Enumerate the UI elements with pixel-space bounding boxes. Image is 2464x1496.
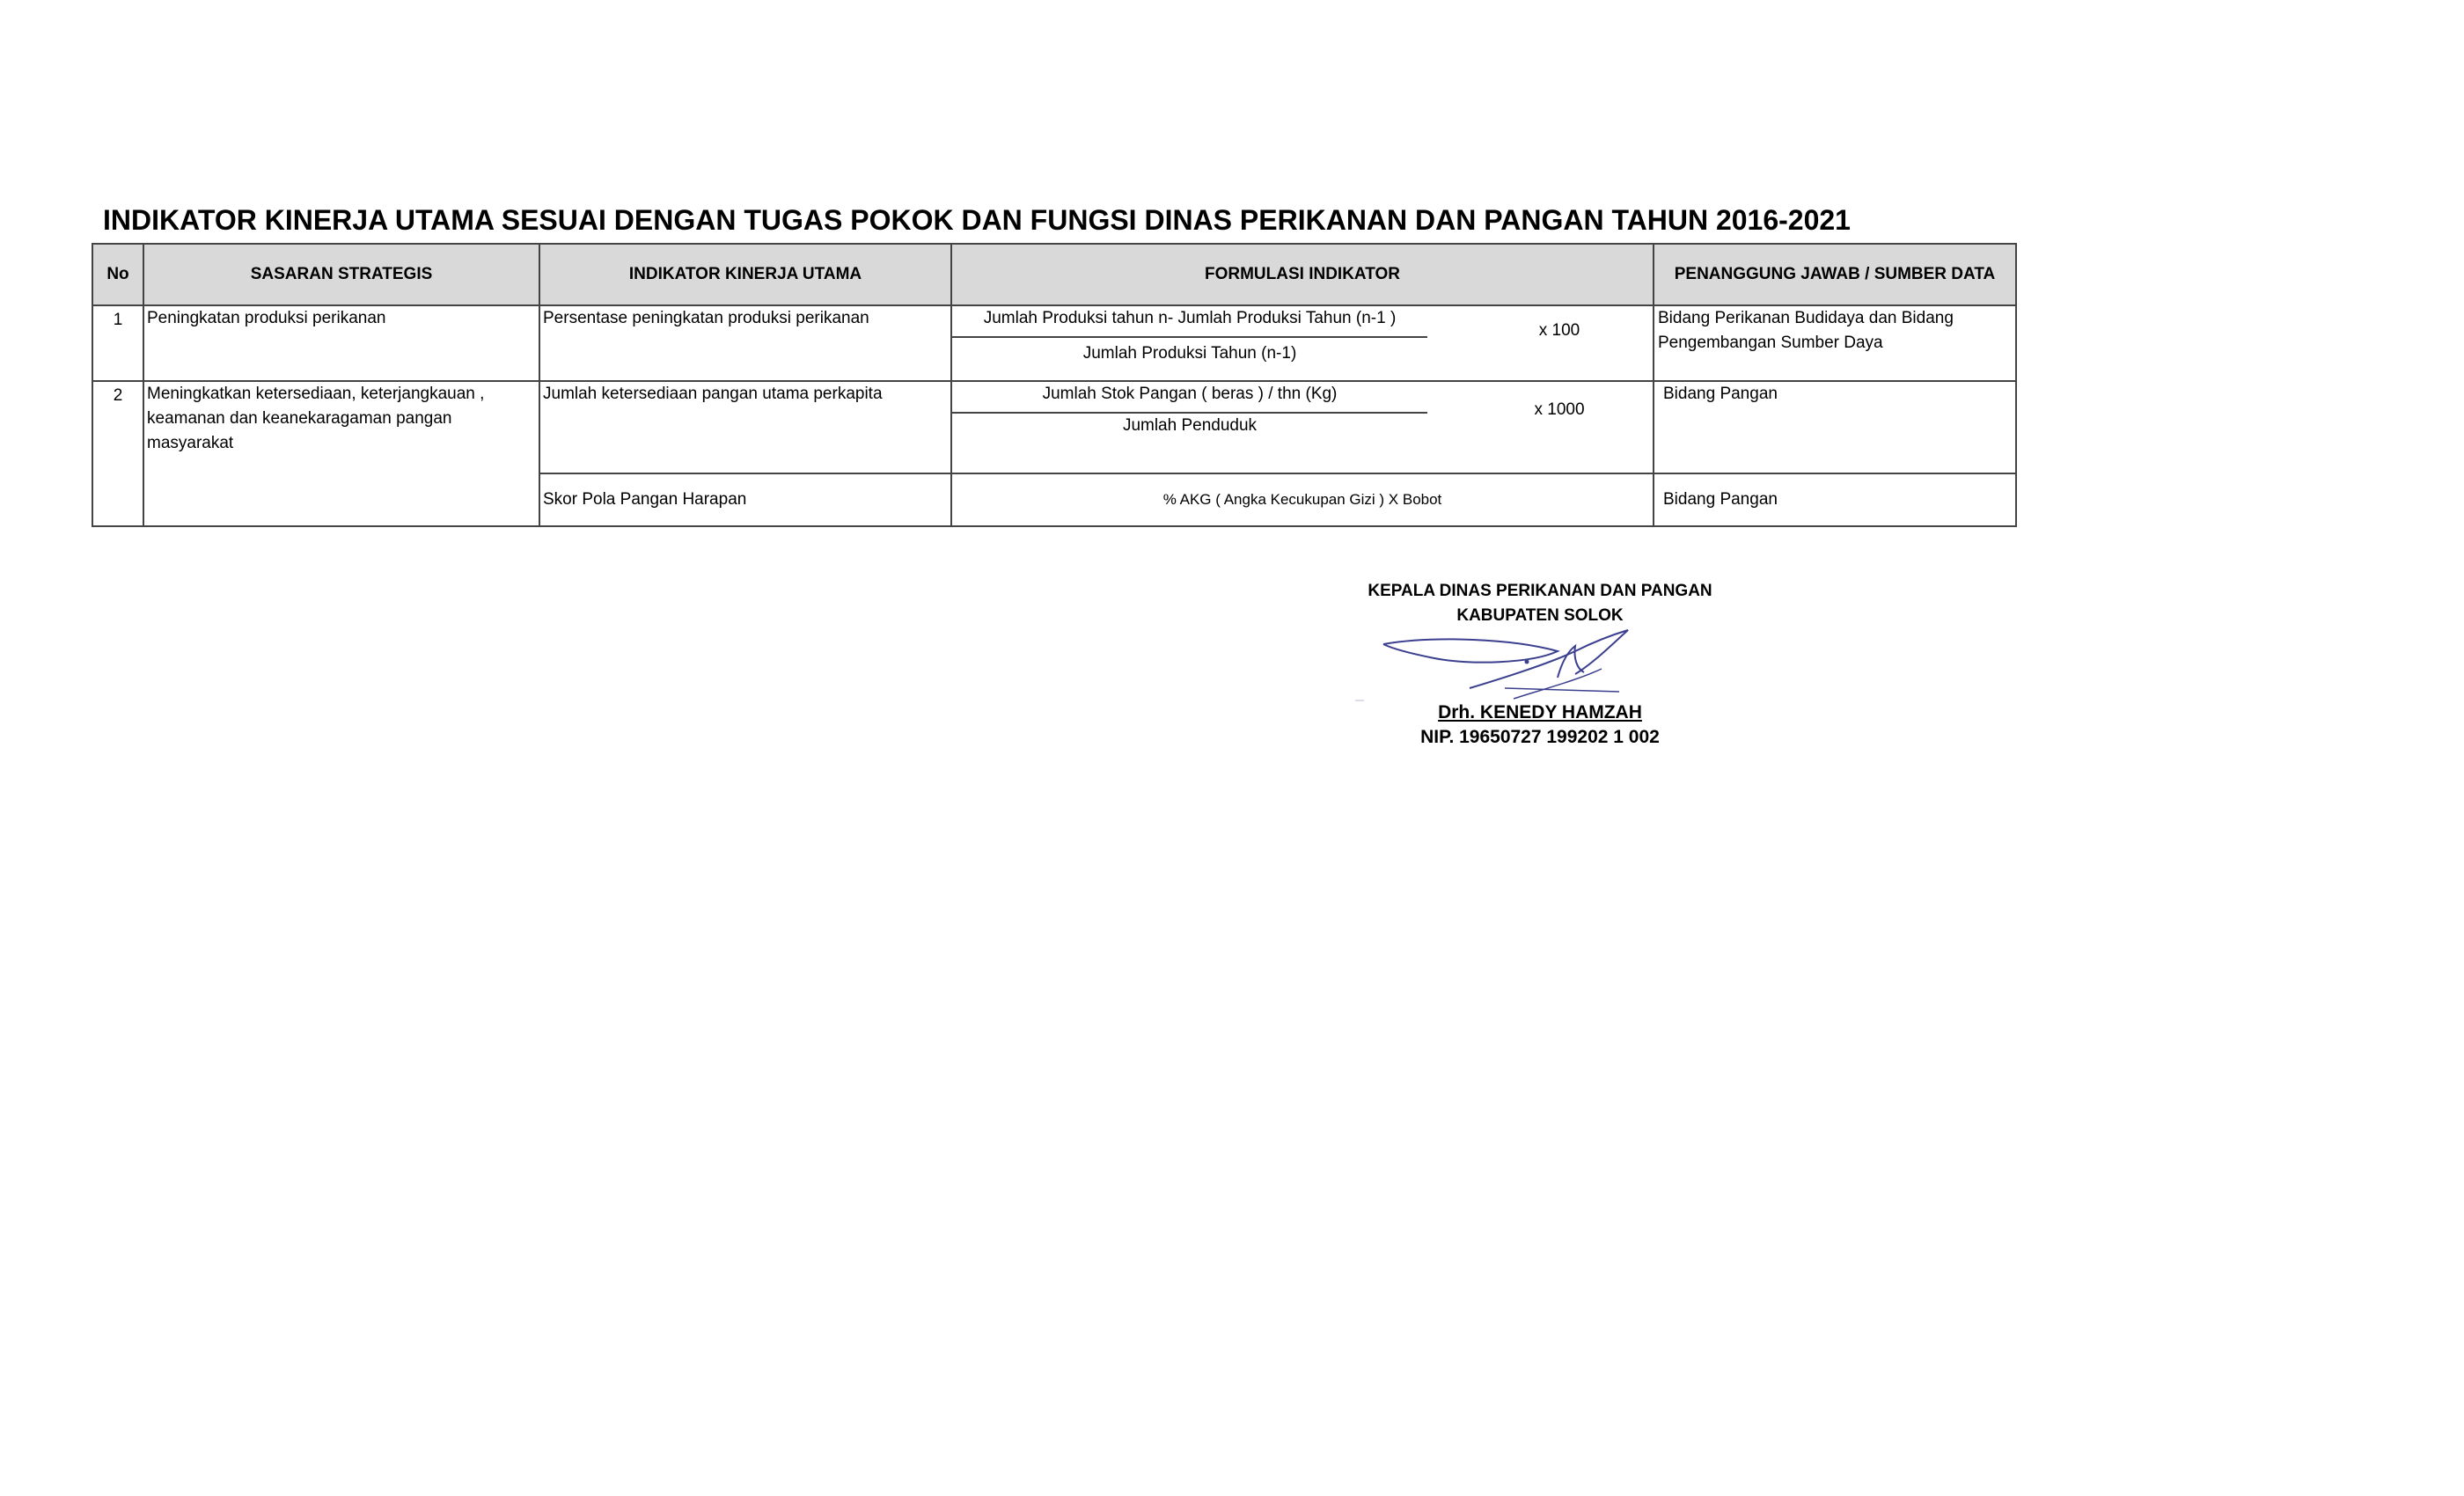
penanggung-jawab-cell: Bidang Pangan (1654, 381, 2016, 473)
header-sasaran-strategis: SASARAN STRATEGIS (143, 244, 539, 305)
formula-numerator: Jumlah Stok Pangan ( beras ) / thn (Kg) (952, 382, 1427, 414)
header-penanggung-jawab: PENANGGUNG JAWAB / SUMBER DATA (1654, 244, 2016, 305)
row-number: 2 (92, 381, 143, 526)
table-row (92, 305, 2016, 381)
handwritten-signature (1338, 620, 1654, 704)
header-indikator-kinerja-utama: INDIKATOR KINERJA UTAMA (539, 244, 951, 305)
indikator-cell: Jumlah ketersediaan pangan utama perkapita (539, 381, 951, 473)
formula-numerator: Jumlah Produksi tahun n- Jumlah Produksi Tahun (n-1 ) (952, 306, 1427, 338)
formula-fraction (952, 306, 1427, 366)
formula-multiplier: x 100 (1538, 321, 1580, 340)
sasaran-strategis-cell: Peningkatan produksi perikanan (143, 305, 539, 381)
document-title: INDIKATOR KINERJA UTAMA SESUAI DENGAN TUGAS POKOK DAN FUNGSI DINAS PERIKANAN DAN PANGAN TAHUN 2016-2021 (103, 204, 1851, 236)
penanggung-jawab-cell: Bidang Pangan (1654, 473, 2016, 526)
penanggung-jawab-cell: Bidang Perikanan Budidaya dan Bidang Pengembangan Sumber Daya (1654, 305, 2016, 381)
indikator-cell: Skor Pola Pangan Harapan (539, 473, 951, 526)
signatory-region: KABUPATEN SOLOK (1456, 606, 1624, 625)
indikator-cell: Persentase peningkatan produksi perikanan (539, 305, 951, 381)
iku-table (92, 243, 2017, 527)
header-formulasi-indikator: FORMULASI INDIKATOR (951, 244, 1654, 305)
formula-denominator: Jumlah Produksi Tahun (n-1) (1082, 344, 1297, 363)
sasaran-strategis-cell: Meningkatkan ketersediaan, keterjangkauan , keamanan dan keanekaragaman pangan masyarakat (143, 381, 539, 526)
formulasi-cell (951, 305, 1654, 381)
formulasi-cell (951, 381, 1654, 473)
signatory-position: KEPALA DINAS PERIKANAN DAN PANGAN (1368, 582, 1712, 600)
table-row (92, 381, 2016, 473)
row-number: 1 (92, 305, 143, 381)
table-header-row (92, 244, 2016, 305)
formula-fraction (952, 382, 1427, 438)
signatory-nip: NIP. 19650727 199202 1 002 (1420, 727, 1660, 747)
header-no: No (92, 244, 143, 305)
signatory-name: Drh. KENEDY HAMZAH (1438, 702, 1642, 722)
formula-multiplier: x 1000 (1534, 400, 1585, 419)
formula-denominator: Jumlah Penduduk (1122, 416, 1258, 435)
formulasi-cell: % AKG ( Angka Kecukupan Gizi ) X Bobot (951, 473, 1654, 526)
